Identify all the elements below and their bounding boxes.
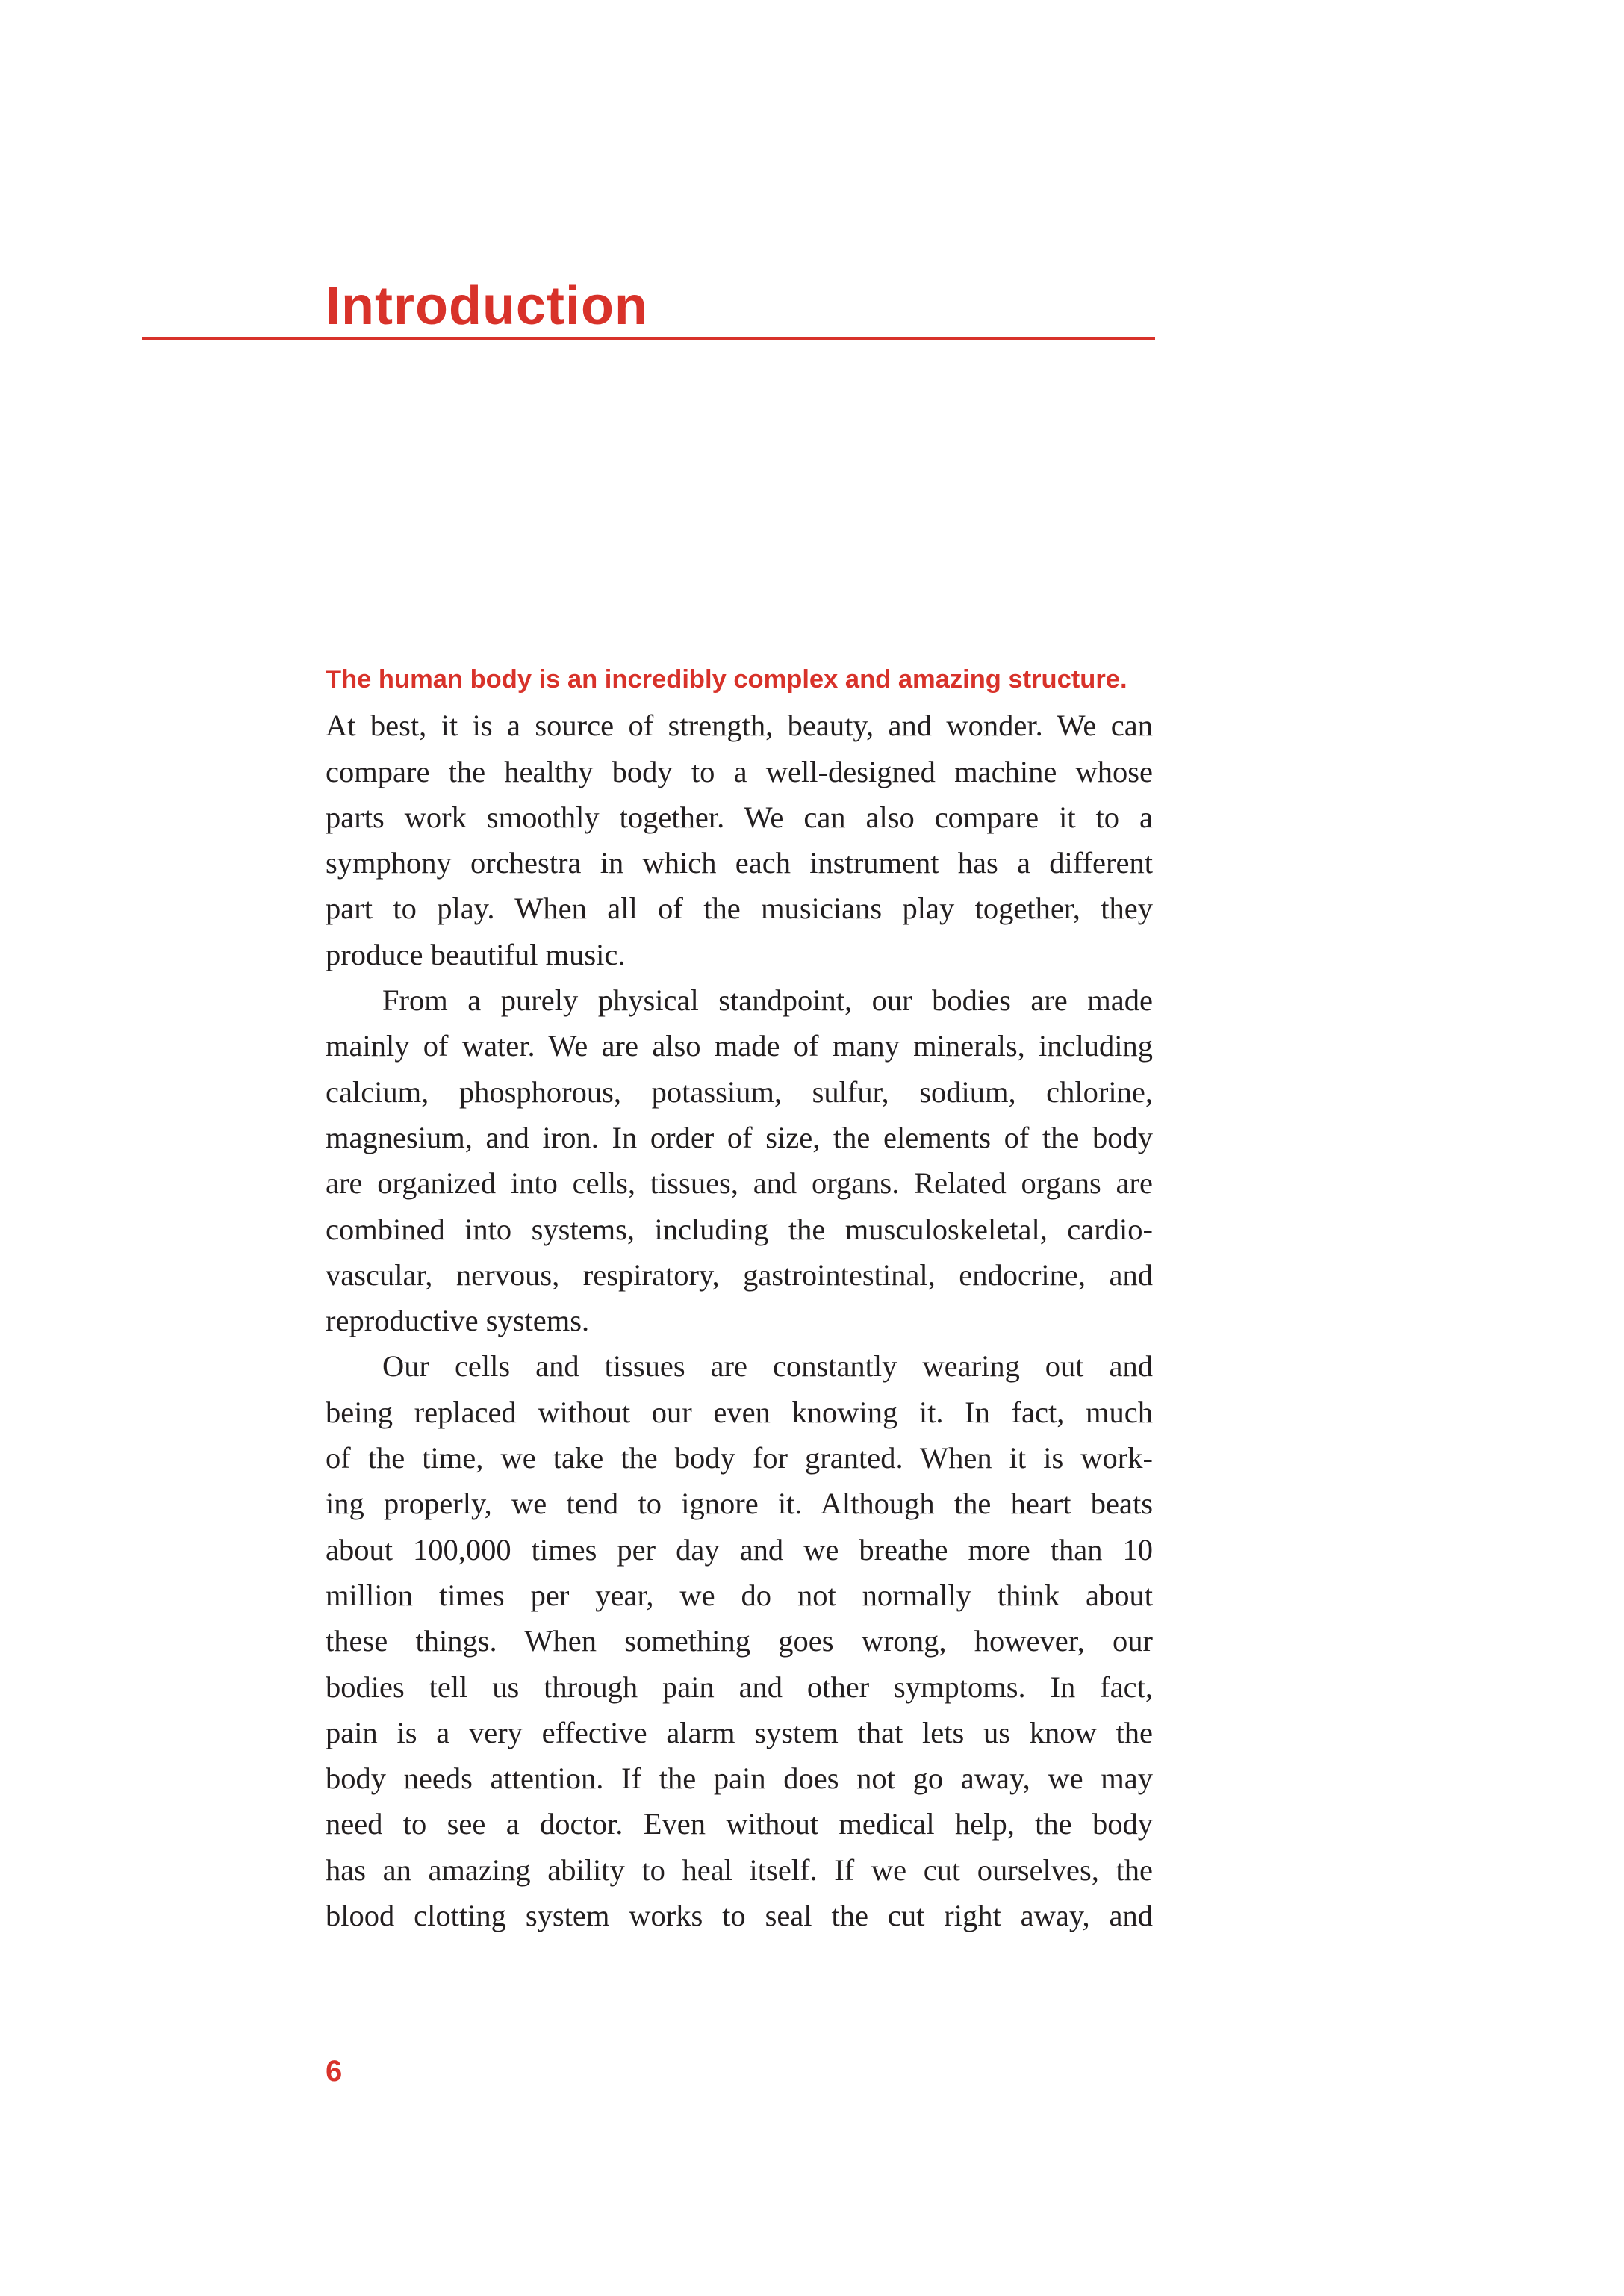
text-line: has an amazing ability to heal itself. If we cut ourselves, the xyxy=(326,1852,1153,1887)
text-line: ing properly, we tend to ignore it. Although the heart beats xyxy=(326,1487,1153,1521)
text-line: about 100,000 times per day and we breathe more than 10 xyxy=(326,1532,1153,1567)
text-line: part to play. When all of the musicians play together, they xyxy=(326,892,1153,926)
text-line: symphony orchestra in which each instrument has a different xyxy=(326,846,1153,880)
text-line: million times per year, we do not normally think about xyxy=(326,1578,1153,1612)
text-line: are organized into cells, tissues, and organs. Related organs are xyxy=(326,1166,1153,1201)
lead-sentence: The human body is an incredibly complex and amazing structure. xyxy=(326,665,1127,694)
text-line: these things. When something goes wrong, however, our xyxy=(326,1624,1153,1658)
text-line: need to see a doctor. Even without medical help, the body xyxy=(326,1807,1153,1841)
text-line: of the time, we take the body for granted. When it is work- xyxy=(326,1441,1153,1475)
text-line: pain is a very effective alarm system that lets us know the xyxy=(326,1715,1153,1749)
text-line: Our cells and tissues are constantly wearing out and xyxy=(382,1349,1153,1384)
text-line: bodies tell us through pain and other symptoms. In fact, xyxy=(326,1670,1153,1704)
text-line: blood clotting system works to seal the cut right away, and xyxy=(326,1899,1153,1933)
body-text xyxy=(326,657,1153,1938)
text-line: produce beautiful music. xyxy=(326,937,626,971)
text-line: vascular, nervous, respiratory, gastrointestinal, endocrine, and xyxy=(326,1257,1153,1292)
chapter-title: Introduction xyxy=(326,276,648,336)
text-line: body needs attention. If the pain does not go away, we may xyxy=(326,1761,1153,1796)
text-line: being replaced without our even knowing it. In fact, much xyxy=(326,1395,1153,1429)
text-line: reproductive systems. xyxy=(326,1304,590,1338)
text-line: combined into systems, including the musculoskeletal, cardio- xyxy=(326,1212,1153,1246)
text-line: parts work smoothly together. We can also compare it to a xyxy=(326,800,1153,834)
text-line: magnesium, and iron. In order of size, the elements of the body xyxy=(326,1120,1153,1154)
text-line: compare the healthy body to a well-designed machine whose xyxy=(326,754,1153,788)
page-number: 6 xyxy=(326,2055,343,2088)
text-line: mainly of water. We are also made of many minerals, including xyxy=(326,1029,1153,1063)
title-underline-rule xyxy=(142,337,1155,340)
text-line: From a purely physical standpoint, our bodies are made xyxy=(382,983,1153,1018)
text-line: At best, it is a source of strength, beauty, and wonder. We can xyxy=(326,709,1153,743)
text-line: calcium, phosphorous, potassium, sulfur, sodium, chlorine, xyxy=(326,1074,1153,1109)
